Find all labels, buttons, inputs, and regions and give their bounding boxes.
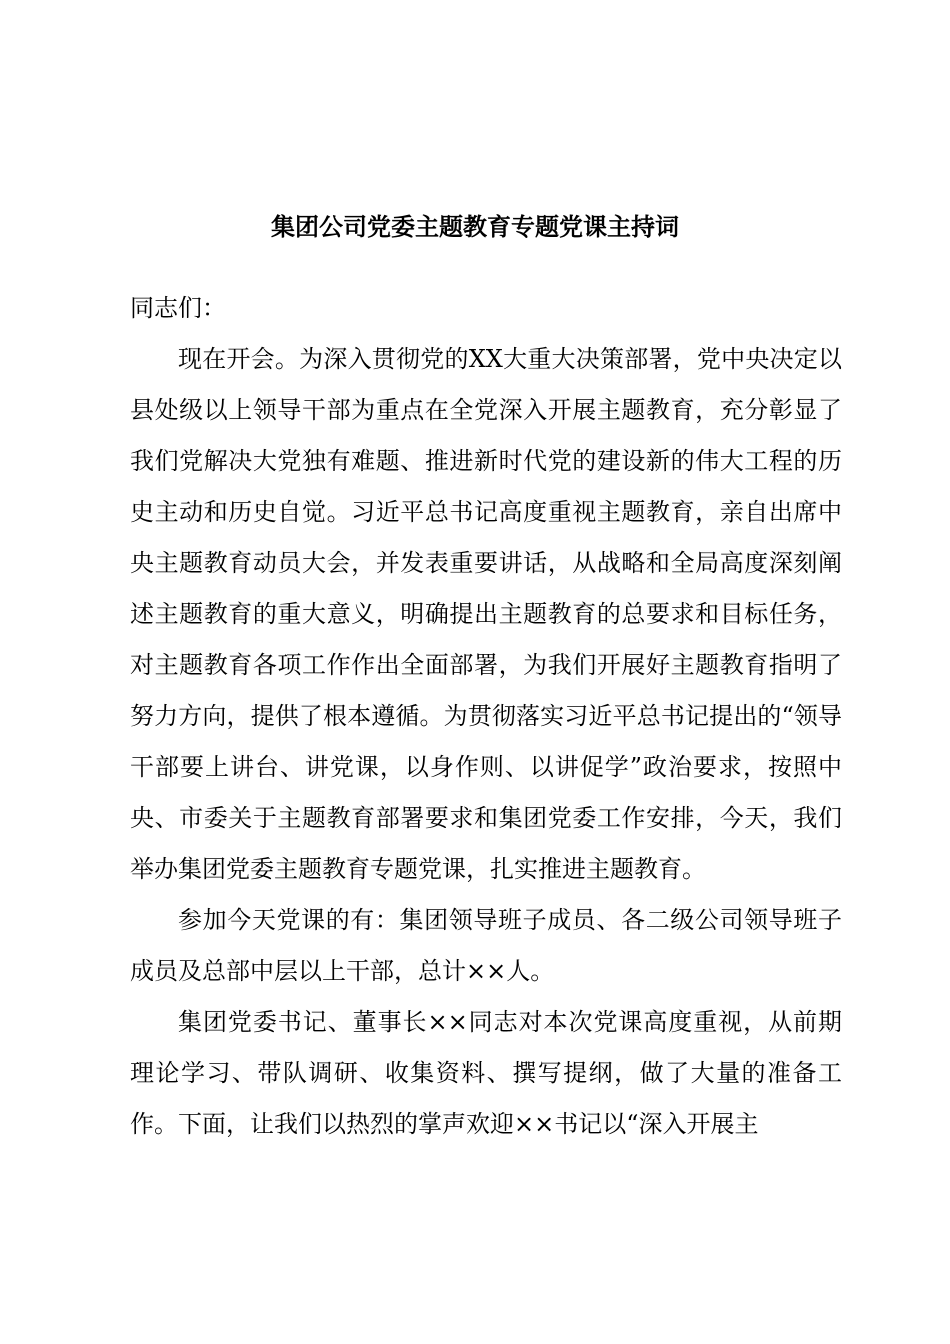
document-body bbox=[130, 283, 842, 1150]
paragraph-opening: 现在开会。为深入贯彻党的XX大重大决策部署，党中央决定以县处级以上领导干部为重点在全党深入开展主题教育，充分彰显了我们党解决大党独有难题、推进新时代党的建设新的伟大工程的历史主动和历史自觉。习近平总书记高度重视主题教育，亲自出席中央主题教育动员大会，并发表重要讲话，从战略和全局高度深刻阐述主题教育的重大意义，明确提出主题教育的总要求和目标任务，对主题教育各项工作作出全面部署，为我们开展好主题教育指明了努力方向，提供了根本遵循。为贯彻落实习近平总书记提出的“领导干部要上讲台、讲党课，以身作则、以讲促学”政治要求，按照中央、市委关于主题教育部署要求和集团党委工作安排，今天，我们举办集团党委主题教育专题党课，扎实推进主题教育。 bbox=[130, 345, 842, 883]
document-title: 集团公司党委主题教育专题党课主持词 bbox=[271, 213, 679, 241]
paragraph-introduction: 集团党委书记、董事长××同志对本次党课高度重视，从前期理论学习、带队调研、收集资料、撰写提纲，做了大量的准备工作。下面，让我们以热烈的掌声欢迎××书记以“深入开展主 bbox=[130, 1008, 842, 1138]
paragraph-attendees: 参加今天党课的有：集团领导班子成员、各二级公司领导班子成员及总部中层以上干部，总计××人。 bbox=[130, 906, 842, 985]
salutation: 同志们： bbox=[130, 294, 226, 322]
